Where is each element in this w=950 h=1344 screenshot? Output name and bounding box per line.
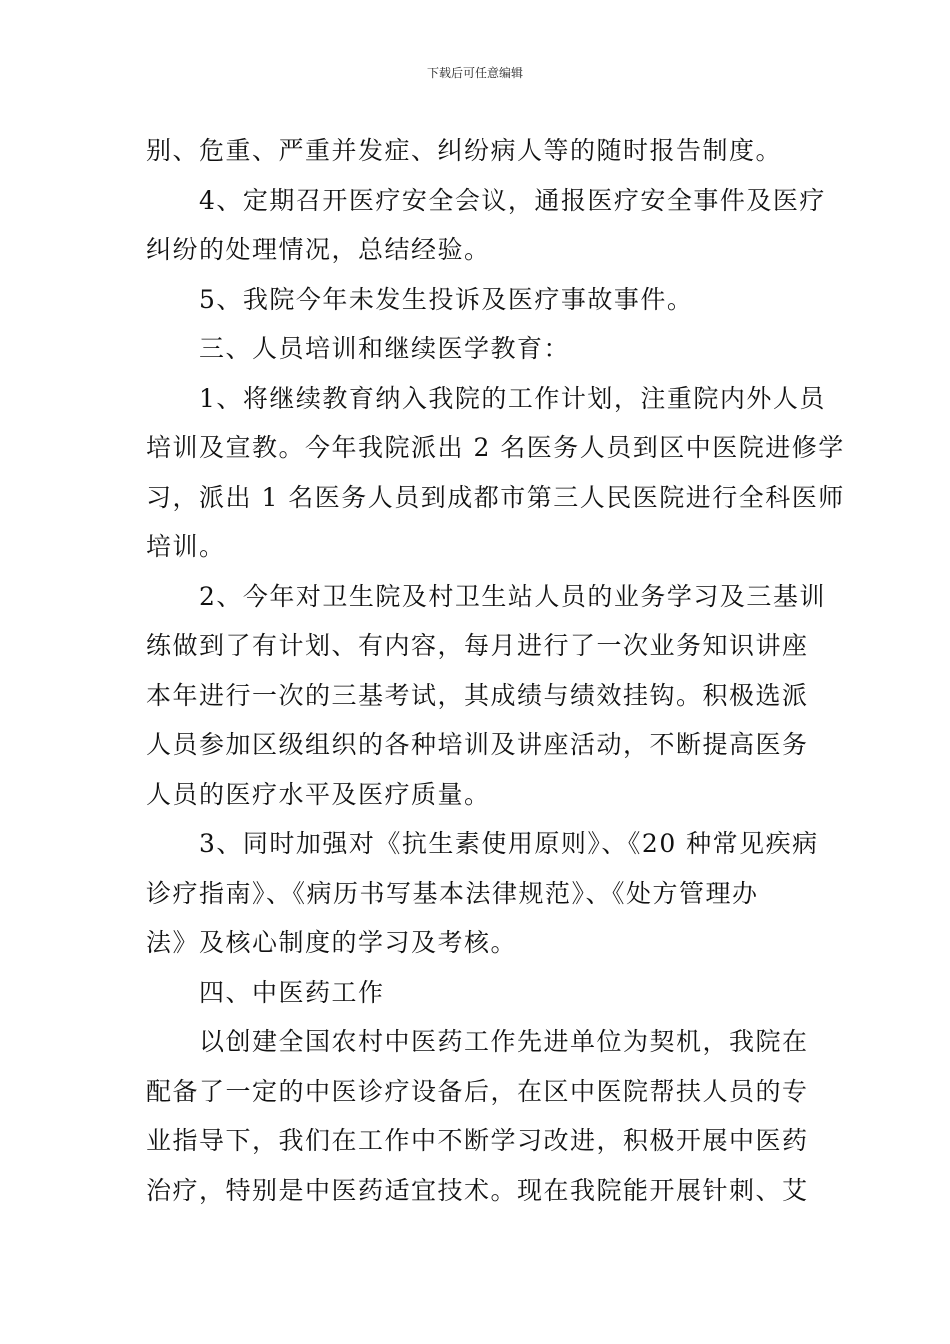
text-line: 法》及核心制度的学习及考核。 xyxy=(146,928,518,957)
section-heading: 三、人员培训和继续医学教育： xyxy=(146,334,571,363)
text-line: 诊疗指南》、《病历书写基本法律规范》、《处方管理办 xyxy=(146,878,759,908)
text-line: 纠纷的处理情况，总结经验。 xyxy=(146,235,491,264)
text-line: 3、同时加强对《抗生素使用原则》、《20 种常见疾病 xyxy=(146,829,819,858)
text-line: 本年进行一次的三基考试，其成绩与绩效挂钩。积极选派 xyxy=(146,680,809,710)
page-header: 下载后可任意编辑 xyxy=(426,66,523,80)
text-line: 人员的医疗水平及医疗质量。 xyxy=(146,779,491,809)
text-line: 人员参加区级组织的各种培训及讲座活动，不断提高医务 xyxy=(146,730,809,759)
text-line: 练做到了有计划、有内容，每月进行了一次业务知识讲座 xyxy=(146,631,809,660)
text-line: 习，派出 1 名医务人员到成都市第三人民医院进行全科医师 xyxy=(146,482,845,512)
text-line: 配备了一定的中医诊疗设备后，在区中医院帮扶人员的专 xyxy=(146,1076,809,1106)
text-line: 培训及宣教。今年我院派出 2 名医务人员到区中医院进修学 xyxy=(146,433,845,462)
text-line: 培训。 xyxy=(146,532,226,561)
text-line: 5、我院今年未发生投诉及医疗事故事件。 xyxy=(146,284,694,314)
text-line: 4、定期召开医疗安全会议，通报医疗安全事件及医疗 xyxy=(146,185,826,215)
text-line: 业指导下，我们在工作中不断学习改进，积极开展中医药 xyxy=(146,1126,809,1155)
text-line: 2、今年对卫生院及村卫生站人员的业务学习及三基训 xyxy=(146,581,826,611)
document-body xyxy=(146,126,845,1215)
section-heading: 四、中医药工作 xyxy=(146,977,385,1007)
text-line: 别、危重、严重并发症、纠纷病人等的随时报告制度。 xyxy=(146,136,783,165)
text-line: 治疗，特别是中医药适宜技术。现在我院能开展针刺、艾 xyxy=(146,1175,809,1205)
text-line: 以创建全国农村中医药工作先进单位为契机，我院在 xyxy=(146,1027,809,1056)
text-line: 1、将继续教育纳入我院的工作计划，注重院内外人员 xyxy=(146,383,826,413)
